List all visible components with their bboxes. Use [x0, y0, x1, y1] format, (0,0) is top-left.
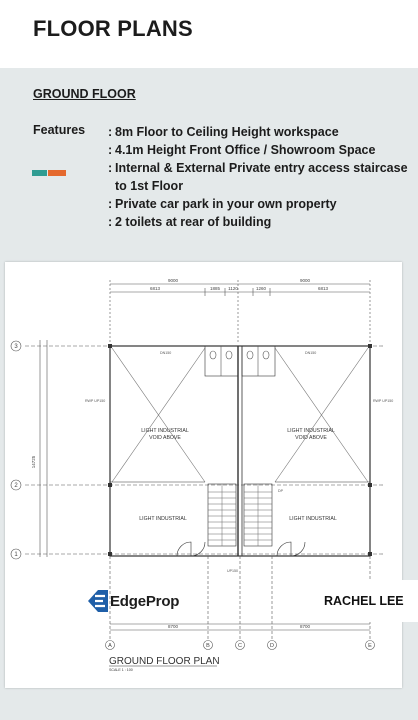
grid-label: D: [270, 643, 274, 649]
grid-label: C: [238, 643, 242, 649]
drain-label: DN150: [160, 351, 172, 355]
building-outline: [110, 346, 370, 556]
column: [108, 344, 112, 348]
plan-scale: SCALE 1 : 100: [109, 668, 133, 672]
column: [368, 344, 372, 348]
grid-label: 3: [14, 344, 18, 350]
dimension-label: 8700: [167, 624, 179, 629]
room-label: LIGHT INDUSTRIAL: [289, 516, 337, 522]
dimension-label: 14725: [31, 455, 36, 469]
room-label: LIGHT INDUSTRIAL: [139, 516, 187, 522]
dimension-label: 9000: [167, 278, 179, 283]
grid-label: E: [368, 643, 372, 649]
dimension-label: 1885: [209, 286, 221, 291]
grid-label: 1: [14, 552, 18, 558]
toilet-fixture: [263, 351, 269, 359]
dimension-label: 6813: [149, 286, 161, 291]
feature-item: : 8m Floor to Ceiling Height workspace: [108, 123, 408, 141]
features-list: [108, 123, 408, 231]
column: [368, 483, 372, 487]
brand-logo-text: EdgeProp: [110, 593, 180, 610]
feature-item: : 2 toilets at rear of building: [108, 213, 408, 231]
toilet-fixture: [247, 351, 253, 359]
toilet-block: [242, 346, 275, 376]
dimension-label: 8700: [299, 624, 311, 629]
room-label: VOID ABOVE: [149, 435, 181, 441]
feature-item: : Private car park in your own property: [108, 195, 408, 213]
floor-plan-drawing: [5, 262, 402, 688]
feature-item: : Internal & External Private entry access staircase to 1st Floor: [108, 159, 408, 195]
toilet-block: [205, 346, 238, 376]
section-heading: GROUND FLOOR: [33, 87, 136, 101]
grid-label: A: [108, 643, 112, 649]
room-label: LIGHT INDUSTRIAL: [141, 428, 189, 434]
accent-bar-orange: [48, 170, 66, 176]
features-label: Features: [33, 123, 86, 137]
room-label: VOID ABOVE: [295, 435, 327, 441]
drain-label: DN150: [305, 351, 317, 355]
toilet-fixture: [226, 351, 232, 359]
rwp-label: RWP UP150: [373, 399, 394, 403]
page-title: FLOOR PLANS: [33, 16, 193, 41]
floor-plan-svg: [5, 262, 402, 688]
dimension-label: 6813: [317, 286, 329, 291]
dimension-label: 1260: [255, 286, 267, 291]
rwp-label: RWP UP150: [85, 399, 106, 403]
dp-label: DP: [278, 489, 283, 493]
agent-name: RACHEL LEE: [324, 594, 404, 608]
room-label: LIGHT INDUSTRIAL: [287, 428, 335, 434]
toilet-fixture: [210, 351, 216, 359]
accent-bar-teal: [32, 170, 47, 176]
grid-label: B: [206, 643, 210, 649]
feature-item: : 4.1m Height Front Office / Showroom Space: [108, 141, 408, 159]
plan-caption: GROUND FLOOR PLAN: [109, 656, 220, 667]
grid-label: 2: [14, 483, 18, 489]
column: [368, 552, 372, 556]
dimension-label: 9000: [299, 278, 311, 283]
column: [108, 552, 112, 556]
dimension-label: 1120: [228, 286, 238, 291]
header-bar: [0, 0, 418, 68]
agent-card: [312, 580, 418, 622]
up-label: UP150: [227, 569, 238, 573]
column: [108, 483, 112, 487]
